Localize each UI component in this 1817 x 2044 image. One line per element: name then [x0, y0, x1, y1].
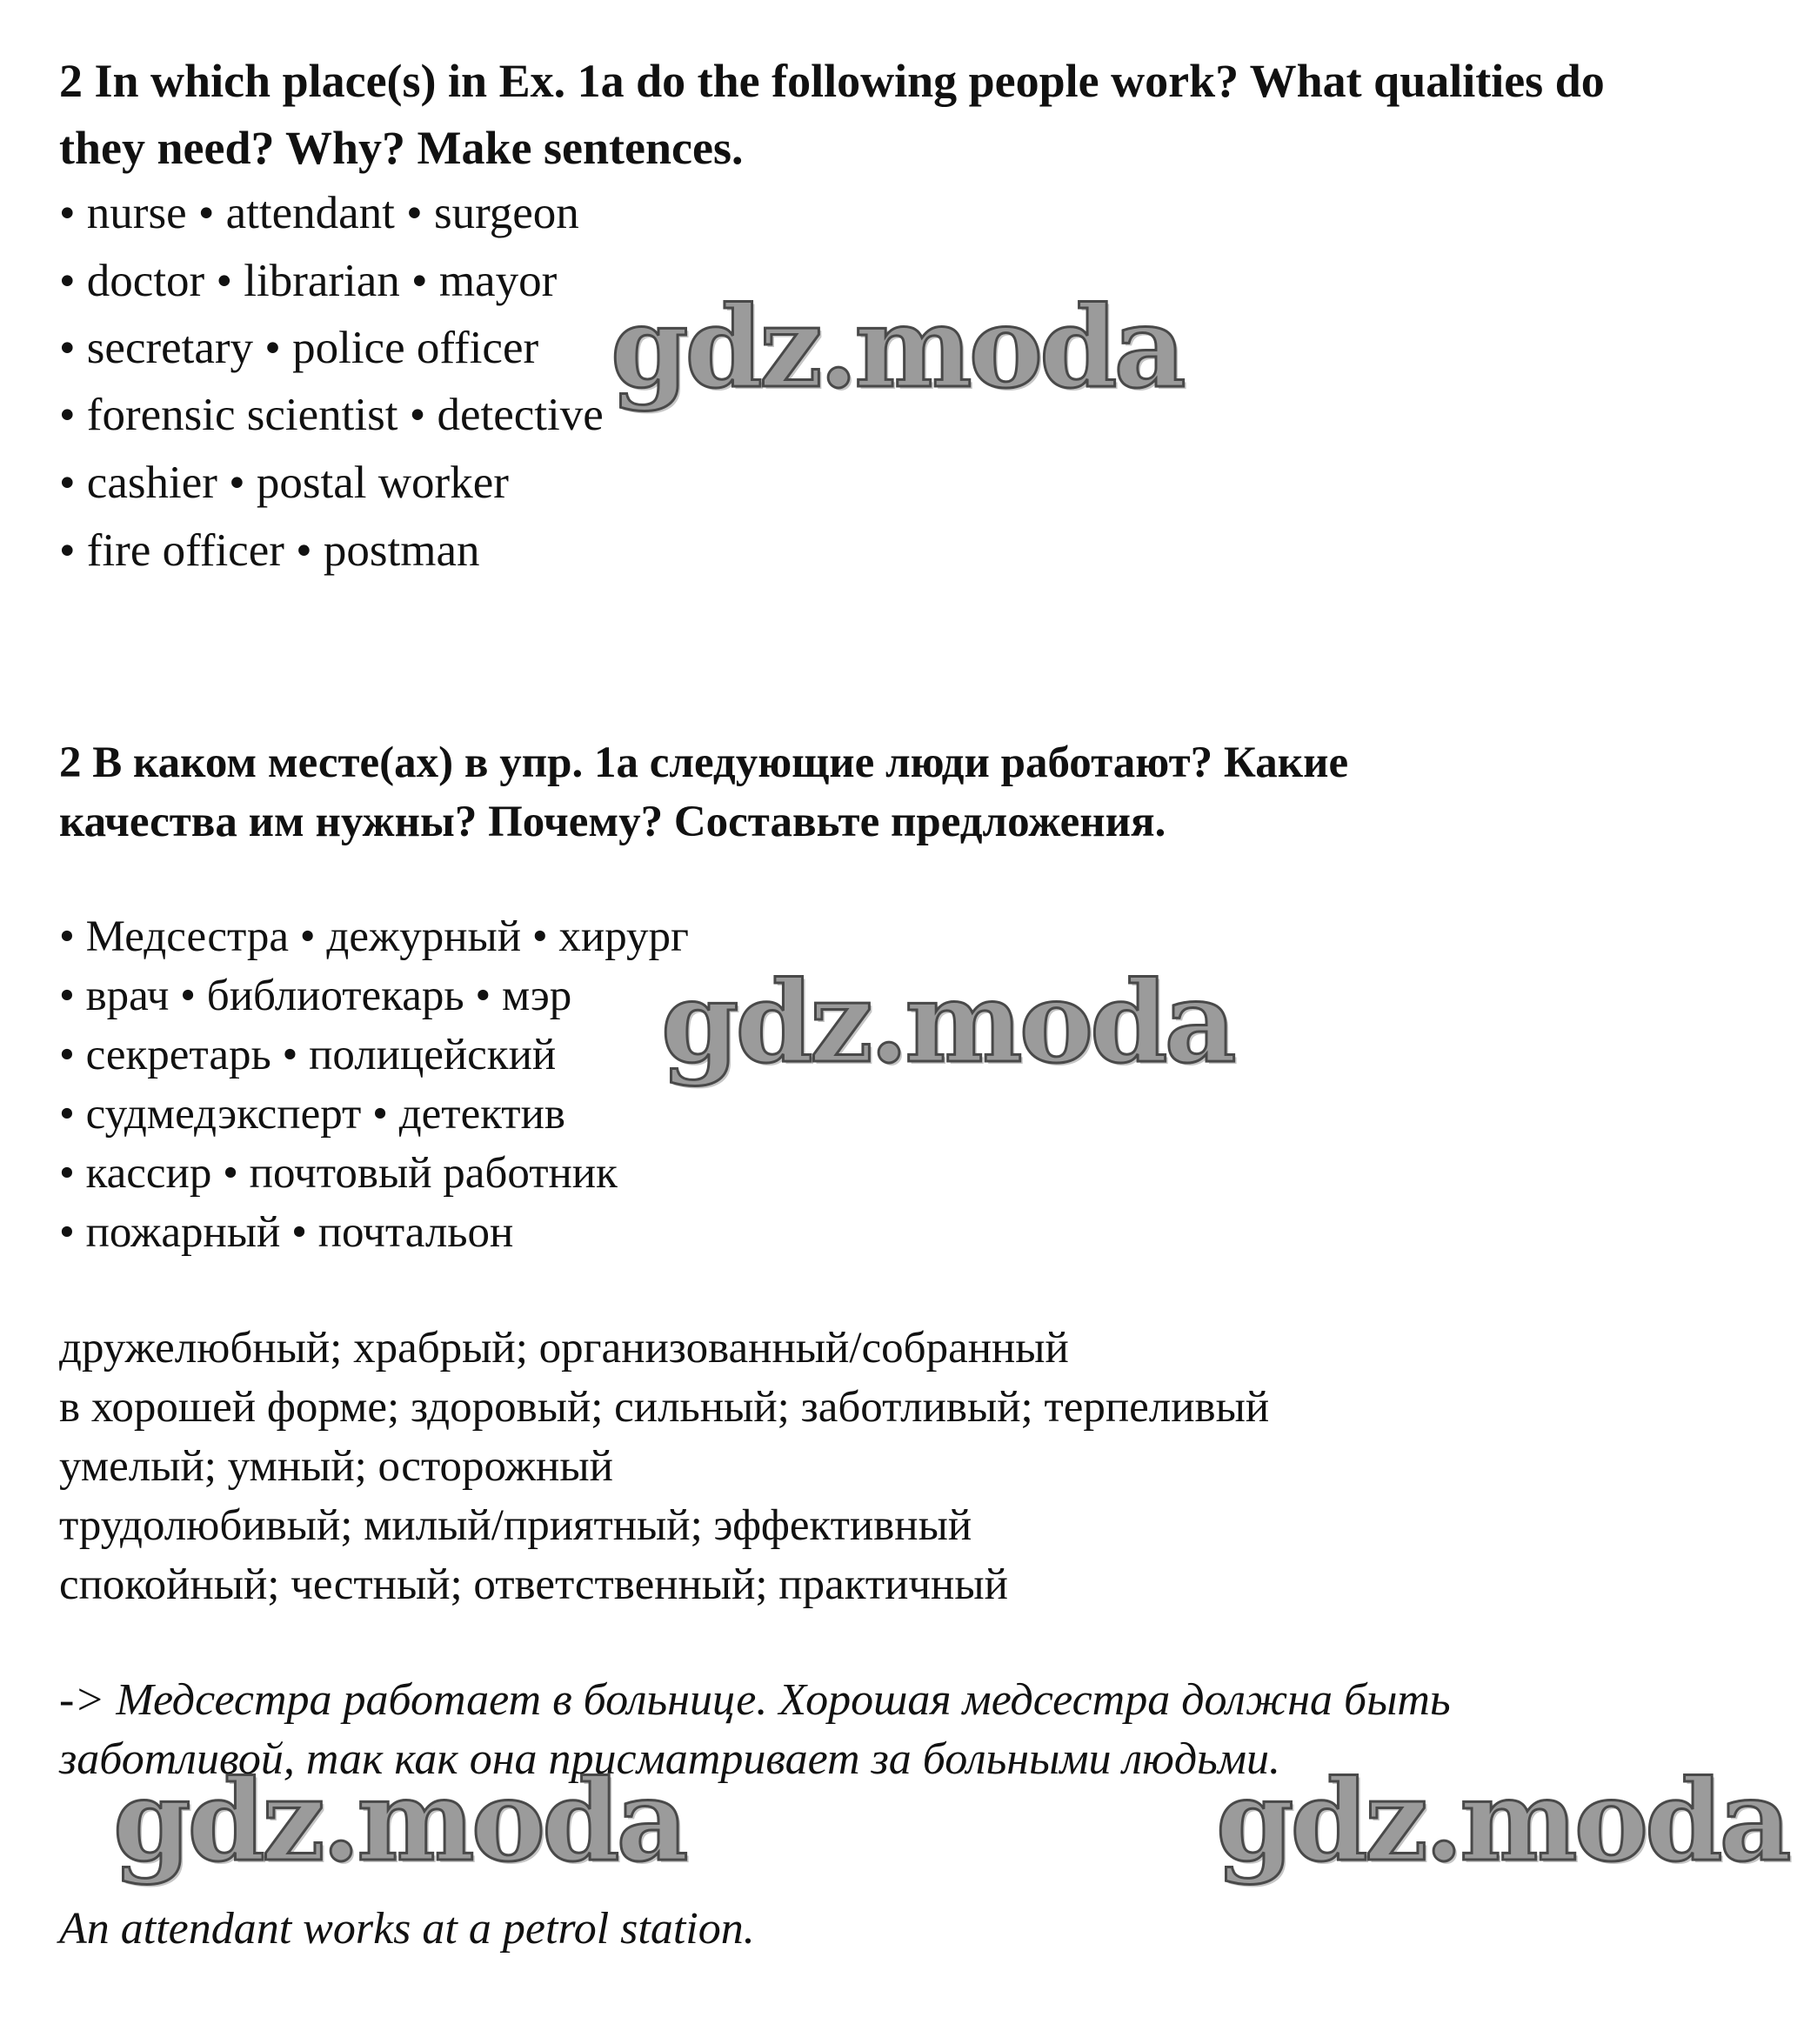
example-line-2: заботливой, так как она присматривает за больными людьми.: [59, 1734, 1280, 1784]
task-heading-ru-line-2: качества им нужны? Почему? Составьте предложения.: [59, 798, 1166, 846]
qualities-line-1: дружелюбный; храбрый; организованный/собранный: [59, 1324, 1069, 1373]
en-item-2: • doctor • librarian • mayor: [59, 256, 558, 306]
qualities-line-4: трудолюбивый; милый/приятный; эффективный: [59, 1501, 972, 1550]
ru-item-6: • пожарный • почтальон: [59, 1208, 514, 1257]
watermark-1: gdz.moda: [611, 283, 1183, 413]
en-item-4: • forensic scientist • detective: [59, 390, 604, 440]
watermark-2: gdz.moda: [661, 958, 1233, 1088]
watermark-4: gdz.moda: [1216, 1756, 1788, 1887]
en-item-3: • secretary • police officer: [59, 323, 539, 373]
qualities-line-3: умелый; умный; осторожный: [59, 1442, 613, 1491]
task-heading-ru-line-1: 2 В каком месте(ах) в упр. 1а следующие люди работают? Какие: [59, 738, 1349, 787]
watermark-3: gdz.moda: [113, 1756, 685, 1887]
answer-sentence: An attendant works at a petrol station.: [59, 1904, 755, 1954]
ru-item-3: • секретарь • полицейский: [59, 1031, 557, 1079]
task-heading-en-line-1: 2 In which place(s) in Ex. 1a do the following people work? What qualities do: [59, 55, 1605, 107]
ru-item-2: • врач • библиотекарь • мэр: [59, 972, 572, 1020]
ru-item-5: • кассир • почтовый работник: [59, 1149, 618, 1198]
task-heading-en-line-2: they need? Why? Make sentences.: [59, 122, 744, 174]
en-item-5: • cashier • postal worker: [59, 458, 509, 508]
ru-item-4: • судмедэксперт • детектив: [59, 1090, 565, 1139]
example-line-1: -> Медсестра работает в больнице. Хорошая медсестра должна быть: [59, 1675, 1451, 1725]
en-item-6: • fire officer • postman: [59, 525, 480, 576]
qualities-line-5: спокойный; честный; ответственный; практичный: [59, 1560, 1008, 1609]
ru-item-1: • Медсестра • дежурный • хирург: [59, 912, 689, 961]
qualities-line-2: в хорошей форме; здоровый; сильный; заботливый; терпеливый: [59, 1383, 1270, 1432]
en-item-1: • nurse • attendant • surgeon: [59, 188, 579, 238]
